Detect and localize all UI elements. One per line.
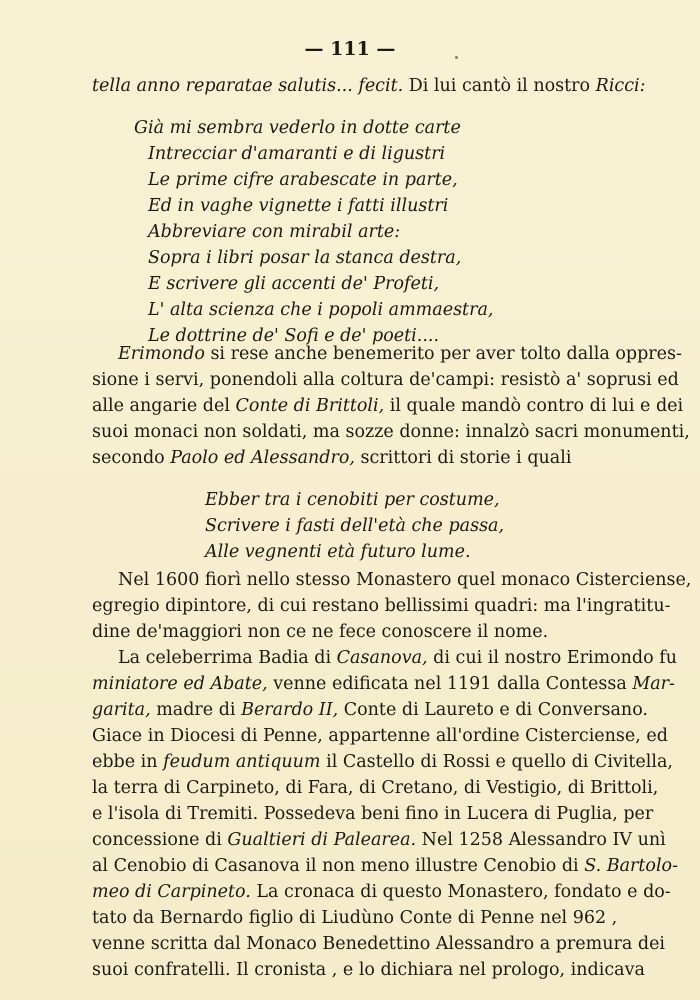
para1-text: si rese anche benemerito per aver tolto dalla oppres- xyxy=(204,344,682,364)
name-margarita-start: Mar- xyxy=(632,674,675,694)
para3-text: venne edificata nel 1191 dalla Contessa xyxy=(267,674,633,694)
para3-line-9 xyxy=(92,856,678,876)
para3-text: La cronaca di questo Monastero, fondato e do- xyxy=(250,882,671,902)
name-bartolomeo-end: meo di Carpineto. xyxy=(92,882,251,902)
para3-line-12: venne scritta dal Monaco Benedettino Alessandro a premura dei xyxy=(92,934,666,954)
poem1-line-9: Le dottrine de' Sofi e de' poeti.... xyxy=(148,326,440,346)
name-bartolomeo-start: S. Bartolo- xyxy=(584,856,678,876)
para1-line-3 xyxy=(92,396,684,416)
para2-line-1: Nel 1600 fiorì nello stesso Monastero quel monaco Cisterciense, xyxy=(118,570,692,590)
para3-text: madre di xyxy=(150,700,242,720)
intro-text: Di lui cantò il nostro xyxy=(403,76,596,96)
poem1-line-1: Già mi sembra vederlo in dotte carte xyxy=(134,118,461,138)
para1-line-2: sione i servi, ponendoli alla coltura de'campi: resistò a' soprusi ed xyxy=(92,370,679,390)
para2-line-2: egregio dipintore, di cui restano bellissimi quadri: ma l'ingratitu- xyxy=(92,596,671,616)
latin-quote: tella anno reparatae salutis... fecit. xyxy=(92,76,404,96)
para3-line-4: Giace in Diocesi di Penne, appartenne all'ordine Cisterciense, ed xyxy=(92,726,668,746)
page-number: — 111 — xyxy=(304,38,396,60)
poem2-line-3: Alle vegnenti età futuro lume. xyxy=(205,542,471,562)
para3-line-1 xyxy=(118,648,677,668)
para3-line-8 xyxy=(92,830,666,850)
para1-line-4: suoi monaci non soldati, ma sozze donne: innalzò sacri monumenti, xyxy=(92,422,690,442)
intro-line xyxy=(92,76,646,96)
paper-speck xyxy=(455,56,458,59)
poem1-line-2: Intrecciar d'amaranti e di ligustri xyxy=(148,144,446,164)
para3-line-6: la terra di Carpineto, di Fara, di Cretano, di Vestigio, di Brittoli, xyxy=(92,778,659,798)
para3-line-10 xyxy=(92,882,671,902)
poem1-line-4: Ed in vaghe vignette i fatti illustri xyxy=(148,196,449,216)
name-berardo: Berardo II, xyxy=(241,700,339,720)
para1-text: scrittori di storie i quali xyxy=(354,448,572,468)
name-conte-brittoli: Conte di Brittoli, xyxy=(235,396,385,416)
poem1-line-6: Sopra i libri posar la stanca destra, xyxy=(148,248,462,268)
para3-line-7: e l'isola di Tremiti. Possedeva beni fino in Lucera di Puglia, per xyxy=(92,804,654,824)
para3-line-11: tato da Bernardo figlio di Liudùno Conte di Penne nel 962 , xyxy=(92,908,618,928)
poem1-line-3: Le prime cifre arabescate in parte, xyxy=(148,170,458,190)
poem2-line-1: Ebber tra i cenobiti per costume, xyxy=(205,490,500,510)
para1-line-5 xyxy=(92,450,608,468)
poem2-line-2: Scrivere i fasti dell'età che passa, xyxy=(205,516,505,536)
para2-line-3: dine de'maggiori non ce ne fece conoscere il nome. xyxy=(92,622,549,642)
poem1-line-8: L' alta scienza che i popoli ammaestra, xyxy=(148,300,494,320)
para3-line-13: suoi confratelli. Il cronista , e lo dichiara nel prologo, indicava xyxy=(92,960,645,980)
para3-line-3 xyxy=(92,700,648,720)
para3-text: di cui il nostro Erimondo fu xyxy=(427,648,677,668)
para3-text: La celeberrima Badia di xyxy=(118,648,337,668)
poem1-line-7: E scrivere gli accenti de' Profeti, xyxy=(148,274,440,294)
poem1-line-5: Abbreviare con mirabil arte: xyxy=(148,222,401,242)
para3-text: Nel 1258 Alessandro IV unì xyxy=(416,830,666,850)
name-gualtieri: Gualtieri di Palearea. xyxy=(227,830,417,850)
para1-text: secondo xyxy=(92,448,171,468)
name-erimondo: Erimondo xyxy=(118,344,205,364)
para1-line-1 xyxy=(118,344,682,364)
name-margarita-end: garita, xyxy=(92,700,151,720)
para3-text: il Castello di Rossi e quello di Civitella, xyxy=(320,752,673,772)
name-casanova: Casanova, xyxy=(336,648,428,668)
latin-feudum: feudum antiquum xyxy=(163,752,321,772)
para3-line-2 xyxy=(92,674,675,694)
para1-text: alle angarie del xyxy=(92,396,236,416)
author-name-ricci: Ricci: xyxy=(595,76,646,96)
para3-text: al Cenobio di Casanova il non meno illustre Cenobio di xyxy=(92,856,585,876)
para3-text: concessione di xyxy=(92,830,228,850)
para3-line-5 xyxy=(92,752,673,772)
names-paolo-alessandro: Paolo ed Alessandro, xyxy=(170,448,355,468)
para1-text: il quale mandò contro di lui e dei xyxy=(384,396,684,416)
para3-text: ebbe in xyxy=(92,752,164,772)
para3-text: Conte di Laureto e di Conversano. xyxy=(338,700,648,720)
title-miniatore: miniatore ed Abate, xyxy=(92,674,268,694)
